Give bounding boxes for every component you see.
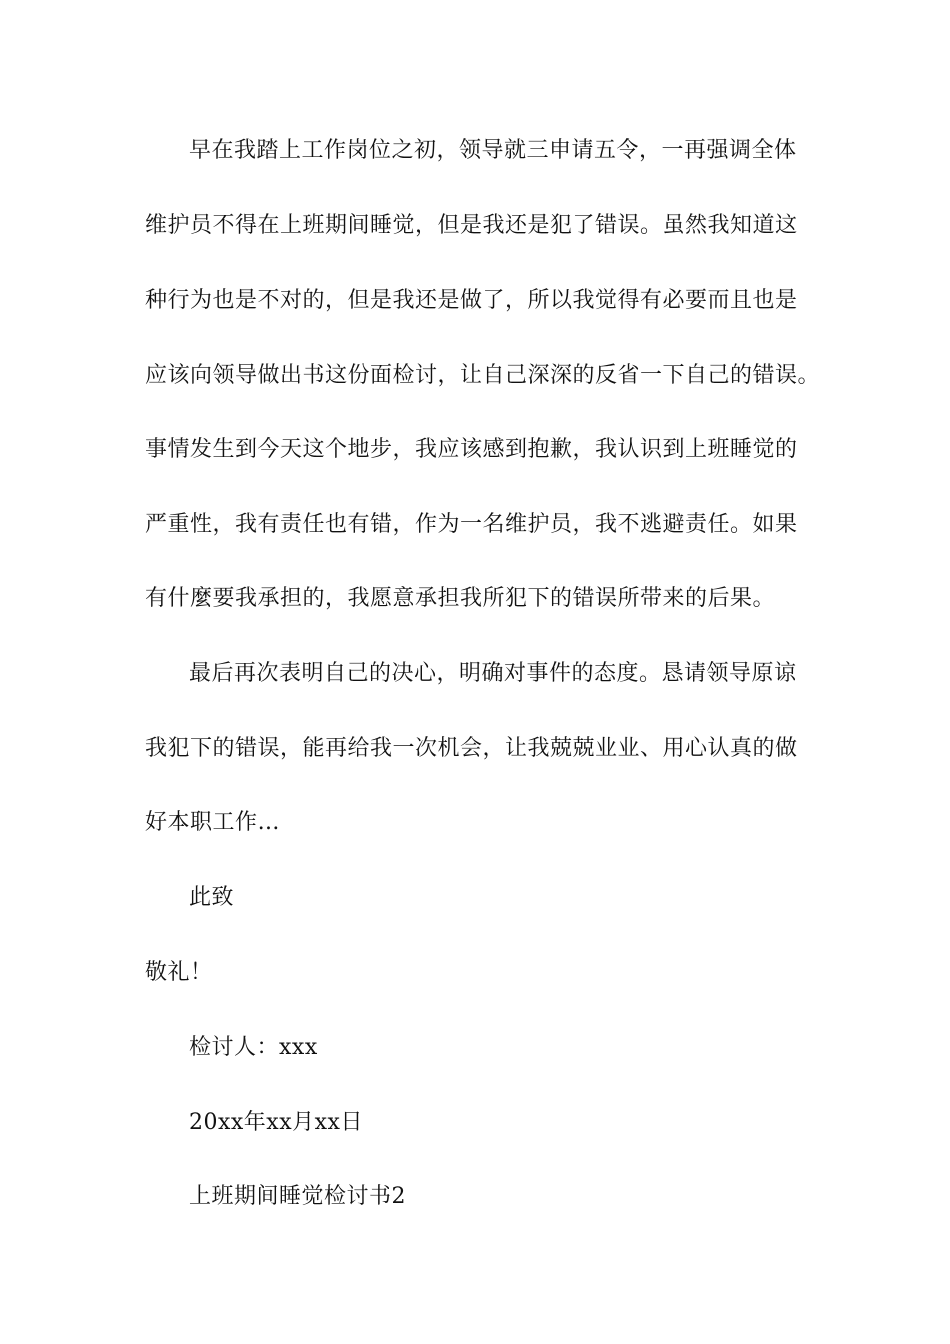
paragraph-2-line-3: 好本职工作… bbox=[145, 810, 281, 835]
paragraph-1-line-1: 早在我踏上工作岗位之初，领导就三申请五令，一再强调全体 bbox=[189, 138, 797, 163]
next-document-title: 上班期间睡觉检讨书2 bbox=[189, 1184, 406, 1209]
paragraph-1-line-7: 有什麼要我承担的，我愿意承担我所犯下的错误所带来的后果。 bbox=[145, 586, 776, 611]
salutation-text: 敬礼！ bbox=[145, 960, 213, 985]
paragraph-2-line-1: 最后再次表明自己的决心，明确对事件的态度。恳请领导原谅 bbox=[189, 661, 797, 686]
paragraph-2-line-2: 我犯下的错误，能再给我一次机会，让我兢兢业业、用心认真的做 bbox=[145, 736, 798, 761]
signer-text: 检讨人：xxx bbox=[189, 1035, 318, 1060]
paragraph-1-line-5: 事情发生到今天这个地步，我应该感到抱歉，我认识到上班睡觉的 bbox=[145, 437, 798, 462]
paragraph-1-line-4: 应该向领导做出书这份面检讨，让自己深深的反省一下自己的错误。 bbox=[145, 363, 821, 388]
paragraph-1-line-3: 种行为也是不对的，但是我还是做了，所以我觉得有必要而且也是 bbox=[145, 288, 798, 313]
date-text: 20xx年xx月xx日 bbox=[189, 1110, 363, 1135]
closing-text: 此致 bbox=[189, 885, 235, 910]
paragraph-1-line-2: 维护员不得在上班期间睡觉，但是我还是犯了错误。虽然我知道这 bbox=[145, 213, 798, 238]
paragraph-1-line-6: 严重性，我有责任也有错，作为一名维护员，我不逃避责任。如果 bbox=[145, 512, 798, 537]
